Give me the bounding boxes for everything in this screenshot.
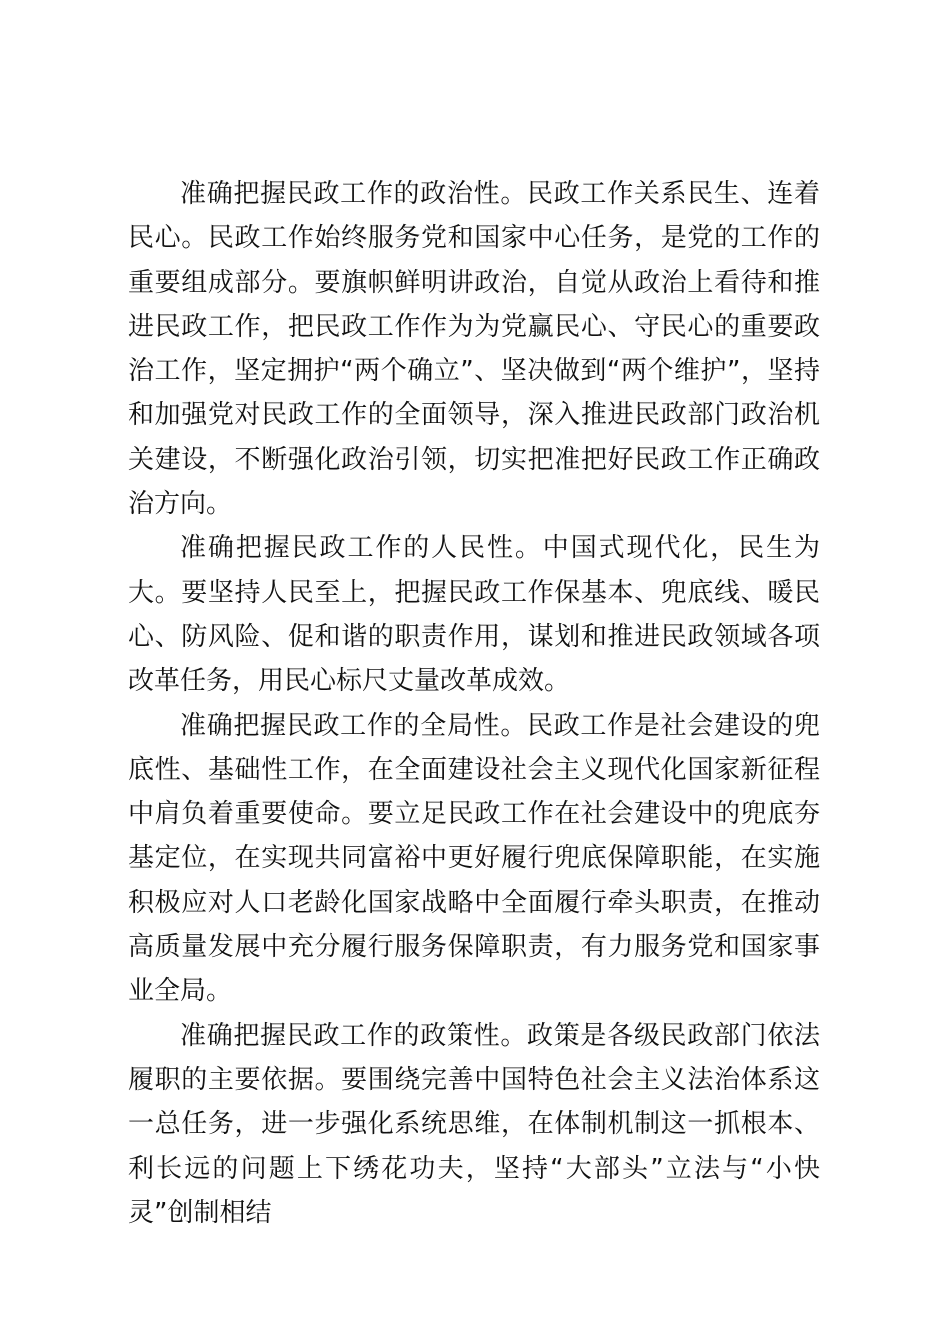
- body-text: [128, 172, 820, 1235]
- paragraph-overall: 准确把握民政工作的全局性。民政工作是社会建设的兜底性、基础性工作，在全面建设社会主义现代化国家新征程中肩负着重要使命。要立足民政工作在社会建设中的兜底夯基定位，在实现共同富裕中更好履行兜底保障职能，在实施积极应对人口老龄化国家战略中全面履行牵头职责，在推动高质量发展中充分履行服务保障职责，有力服务党和国家事业全局。: [128, 710, 820, 1007]
- paragraph-political: 准确把握民政工作的政治性。民政工作关系民生、连着民心。民政工作始终服务党和国家中心任务，是党的工作的重要组成部分。要旗帜鲜明讲政治，自觉从政治上看待和推进民政工作，把民政工作作为为党赢民心、守民心的重要政治工作，坚定拥护“两个确立”、坚决做到“两个维护”，坚持和加强党对民政工作的全面领导，深入推进民政部门政治机关建设，不断强化政治引领，切实把准把好民政工作正确政治方向。: [128, 179, 820, 520]
- paragraph-policy: 准确把握民政工作的政策性。政策是各级民政部门依法履职的主要依据。要围绕完善中国特色社会主义法治体系这一总任务，进一步强化系统思维，在体制机制这一抓根本、利长远的问题上下绣花功夫，坚持“大部头”立法与“小快灵”创制相结: [128, 1020, 820, 1228]
- paragraph-people: 准确把握民政工作的人民性。中国式现代化，民生为大。要坚持人民至上，把握民政工作保基本、兜底线、暖民心、防风险、促和谐的职责作用，谋划和推进民政领域各项改革任务，用民心标尺丈量改革成效。: [128, 533, 820, 697]
